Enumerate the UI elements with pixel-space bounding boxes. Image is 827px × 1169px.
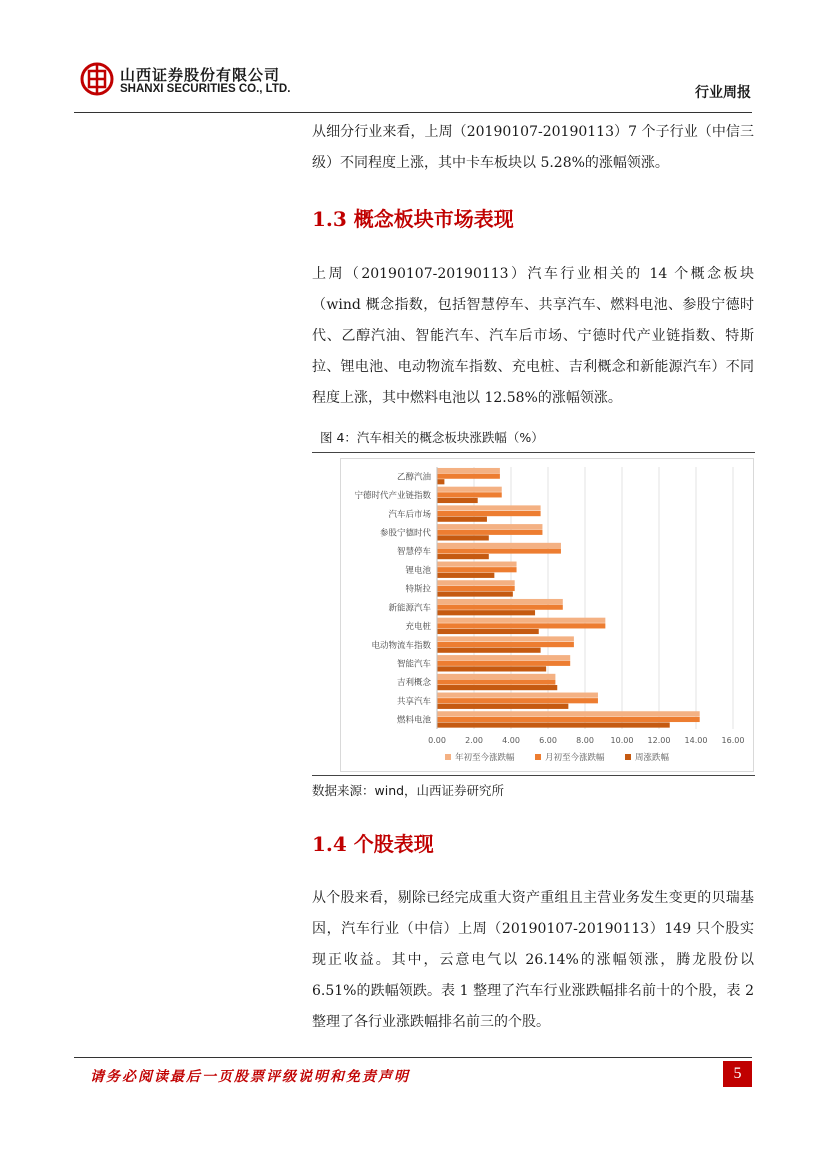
- bar: [437, 636, 574, 641]
- x-tick-label: 2.00: [465, 736, 483, 745]
- bar: [437, 492, 502, 497]
- bar: [437, 479, 444, 484]
- bar: [437, 474, 500, 479]
- bar: [437, 567, 517, 572]
- x-tick-label: 12.00: [647, 736, 671, 745]
- bar: [437, 511, 541, 516]
- category-label: 参股宁德时代: [379, 528, 431, 539]
- category-label: 新能源汽车: [388, 603, 431, 614]
- bar: [437, 580, 515, 585]
- bar: [437, 487, 502, 492]
- bar: [437, 498, 478, 503]
- legend-label: 周涨跌幅: [635, 753, 670, 763]
- bar: [437, 599, 563, 604]
- bar: [437, 573, 494, 578]
- header-divider: [74, 112, 752, 113]
- bar: [437, 698, 598, 703]
- category-label: 燃料电池: [396, 715, 431, 726]
- x-tick-label: 0.00: [428, 736, 446, 745]
- x-tick-label: 14.00: [684, 736, 708, 745]
- bar: [437, 468, 500, 473]
- bar: [437, 679, 555, 684]
- bar: [437, 535, 489, 540]
- bar: [437, 704, 568, 709]
- bar: [437, 618, 605, 623]
- bar: [437, 548, 561, 553]
- bar: [437, 711, 700, 716]
- category-label: 智能汽车: [396, 659, 431, 670]
- figure-title: 图 4：汽车相关的概念板块涨跌幅（%）: [320, 430, 544, 445]
- bar: [437, 648, 541, 653]
- bar: [437, 591, 513, 596]
- category-label: 充电桩: [405, 622, 431, 633]
- bar: [437, 562, 517, 567]
- bar: [437, 517, 487, 522]
- bar: [437, 722, 670, 727]
- footer-disclaimer: 请务必阅读最后一页股票评级说明和免责声明: [90, 1069, 410, 1085]
- category-label: 宁德时代产业链指数: [354, 491, 431, 502]
- figure-bottom-rule: [312, 775, 755, 776]
- bar: [437, 717, 700, 722]
- chart-container: [340, 458, 754, 772]
- bar: [437, 655, 570, 660]
- paragraph-concept-sectors: 上周（20190107-20190113）汽车行业相关的 14 个概念板块（wind 概念指数，包括智慧停车、共享汽车、燃料电池、参股宁德时代、乙醇汽油、智能汽车、汽车后市场、宁德时代产业链指数、特斯拉、锂电池、电动物流车指数、充电桩、吉利概念和新能源汽车）不同程度上涨，其中燃料电池以 12.58%的涨幅领涨。: [312, 266, 754, 406]
- x-tick-label: 6.00: [539, 736, 557, 745]
- bar: [437, 530, 542, 535]
- category-label: 共享汽车: [396, 696, 431, 707]
- legend-label: 月初至今涨跌幅: [545, 753, 605, 763]
- category-label: 汽车后市场: [388, 509, 431, 520]
- bar: [437, 605, 563, 610]
- legend-swatch: [535, 754, 541, 760]
- category-label: 锂电池: [405, 565, 431, 576]
- bar: [437, 693, 598, 698]
- bar: [437, 661, 570, 666]
- x-tick-label: 10.00: [610, 736, 634, 745]
- bar: [437, 685, 557, 690]
- page-number: 5: [723, 1061, 752, 1087]
- company-logo: [80, 62, 114, 96]
- bar: [437, 543, 561, 548]
- paragraph-stock-performance: 从个股来看，剔除已经完成重大资产重组且主营业务发生变更的贝瑞基因，汽车行业（中信）上周（20190107-20190113）149 只个股实现正收益。其中，云意电气以 26.14%的涨幅领涨，腾龙股份以 6.51%的跌幅领跌。表 1 整理了汽车行业涨跌幅排名前十的个股，表 2 整理了各行业涨跌幅排名前三的个股。: [312, 890, 754, 1030]
- legend-swatch: [625, 754, 631, 760]
- paragraph-subindustry: 从细分行业来看，上周（20190107-20190113）7 个子行业（中信三级）不同程度上涨，其中卡车板块以 5.28%的涨幅领涨。: [312, 124, 754, 171]
- bar: [437, 623, 605, 628]
- data-source: 数据来源：wind，山西证券研究所: [312, 783, 505, 798]
- bar: [437, 505, 541, 510]
- bar: [437, 524, 542, 529]
- x-tick-label: 4.00: [502, 736, 520, 745]
- bar: [437, 629, 539, 634]
- x-tick-label: 8.00: [576, 736, 594, 745]
- bar: [437, 554, 489, 559]
- company-name-en: SHANXI SECURITIES CO., LTD.: [120, 83, 291, 95]
- figure-top-rule: [312, 452, 755, 453]
- bar: [437, 666, 546, 671]
- report-type-label: 行业周报: [695, 85, 751, 101]
- bar: [437, 674, 555, 679]
- bar: [437, 586, 515, 591]
- section-title-1-3: 1.3 概念板块市场表现: [312, 207, 514, 231]
- x-tick-label: 16.00: [721, 736, 745, 745]
- bar: [437, 610, 535, 615]
- concept-sector-bar-chart: [341, 459, 753, 771]
- footer-divider: [74, 1057, 752, 1058]
- company-name-cn: 山西证券股份有限公司: [120, 66, 281, 84]
- category-label: 特斯拉: [405, 584, 431, 595]
- legend-label: 年初至今涨跌幅: [455, 753, 515, 763]
- category-label: 智慧停车: [396, 547, 431, 558]
- category-label: 吉利概念: [396, 678, 431, 689]
- category-label: 电动物流车指数: [371, 640, 431, 651]
- bar: [437, 642, 574, 647]
- category-label: 乙醇汽油: [396, 472, 431, 483]
- section-title-1-4: 1.4 个股表现: [312, 832, 434, 856]
- legend-swatch: [445, 754, 451, 760]
